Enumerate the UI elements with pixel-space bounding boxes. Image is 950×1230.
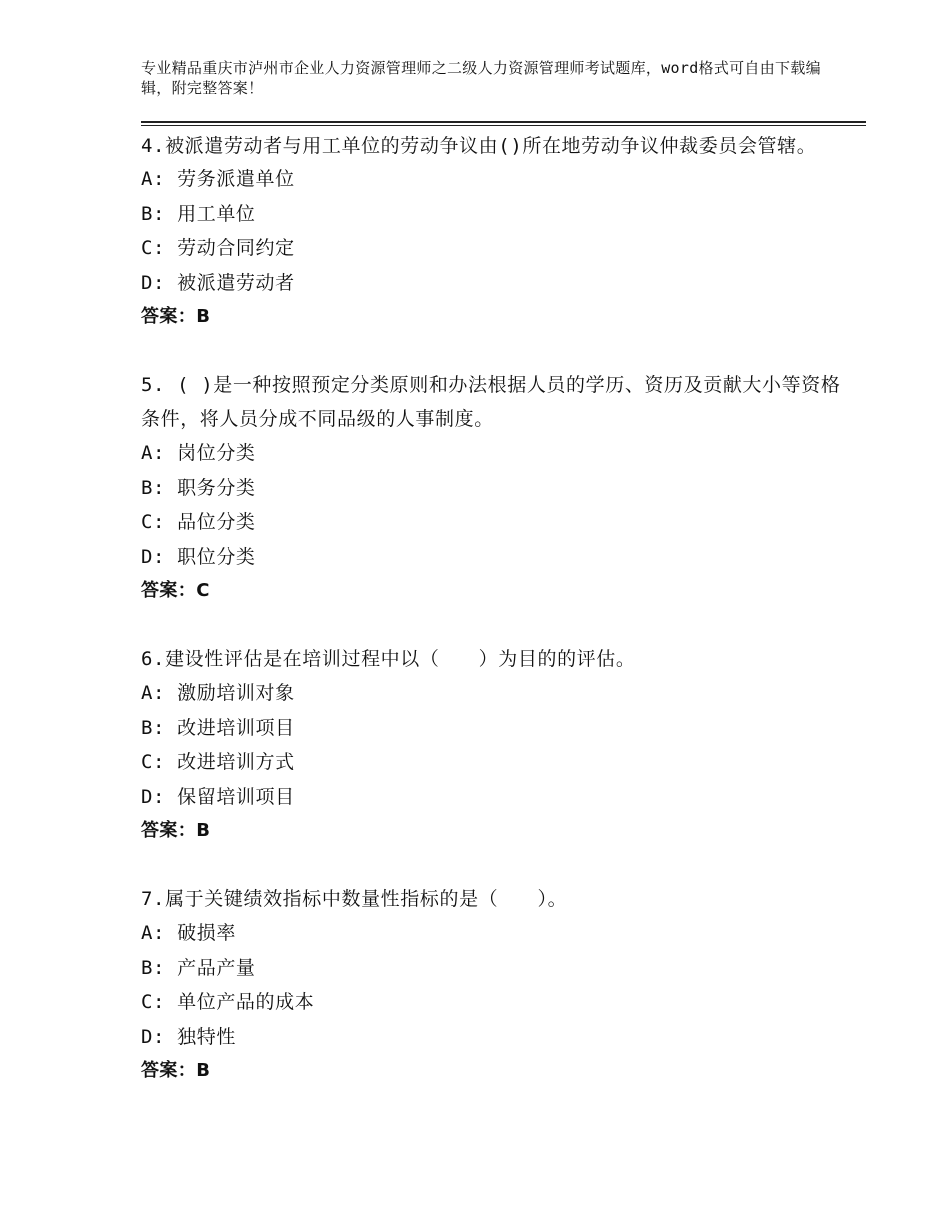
option-text: 保留培训项目 xyxy=(177,785,295,808)
option-a xyxy=(141,916,841,951)
answer-label: 答案：C xyxy=(141,580,210,601)
answer-label: 答案：B xyxy=(141,306,211,327)
option-c xyxy=(141,745,841,780)
option-text: 职务分类 xyxy=(177,476,256,499)
option-a xyxy=(141,436,841,471)
option-key: B: xyxy=(141,956,166,979)
option-text: 劳务派遣单位 xyxy=(177,168,295,190)
option-a xyxy=(141,162,841,197)
option-key: C: xyxy=(141,237,166,259)
option-key: D: xyxy=(141,1025,166,1048)
option-text: 劳动合同约定 xyxy=(177,237,295,259)
option-text: 产品产量 xyxy=(177,956,256,979)
option-text: 改进培训项目 xyxy=(177,716,295,739)
option-key: A: xyxy=(141,168,166,190)
option-key: D: xyxy=(141,785,166,808)
option-key: B: xyxy=(141,716,166,739)
question-list xyxy=(141,128,841,1088)
question-item xyxy=(141,128,841,334)
option-key: D: xyxy=(141,271,166,294)
option-text: 激励培训对象 xyxy=(177,682,295,704)
header-divider-thick xyxy=(141,121,866,123)
option-c xyxy=(141,985,841,1020)
option-d xyxy=(141,540,841,575)
option-text: 破损率 xyxy=(177,922,236,944)
option-b xyxy=(141,711,841,746)
option-b xyxy=(141,951,841,986)
option-key: D: xyxy=(141,545,166,568)
option-text: 用工单位 xyxy=(177,202,256,225)
option-text: 独特性 xyxy=(177,1025,236,1048)
spacer xyxy=(141,334,841,368)
option-text: 被派遣劳动者 xyxy=(177,271,295,294)
option-d xyxy=(141,780,841,815)
option-key: C: xyxy=(141,751,166,773)
option-a xyxy=(141,676,841,711)
header-divider-thin xyxy=(141,125,866,126)
question-stem: 4.被派遣劳动者与用工单位的劳动争议由()所在地劳动争议仲裁委员会管辖。 xyxy=(141,135,817,157)
question-item xyxy=(141,642,841,848)
option-key: C: xyxy=(141,511,166,533)
question-item xyxy=(141,882,841,1088)
document-header: 专业精品重庆市泸州市企业人力资源管理师之二级人力资源管理师考试题库，word格式可自由下载编辑，附完整答案！ xyxy=(141,59,821,97)
option-b xyxy=(141,197,841,232)
spacer xyxy=(141,848,841,882)
option-key: C: xyxy=(141,991,166,1013)
spacer xyxy=(141,608,841,642)
option-key: B: xyxy=(141,476,166,499)
option-text: 职位分类 xyxy=(177,545,256,568)
option-c xyxy=(141,231,841,266)
option-text: 品位分类 xyxy=(177,511,256,533)
question-stem: 6.建设性评估是在培训过程中以（ ）为目的的评估。 xyxy=(141,648,636,670)
answer-label: 答案：B xyxy=(141,1060,211,1081)
option-text: 岗位分类 xyxy=(177,442,256,464)
option-key: A: xyxy=(141,922,166,944)
option-text: 单位产品的成本 xyxy=(177,991,315,1013)
option-key: A: xyxy=(141,682,166,704)
option-key: B: xyxy=(141,202,166,225)
option-d xyxy=(141,266,841,301)
question-stem: 7.属于关键绩效指标中数量性指标的是（ ）。 xyxy=(141,888,568,910)
question-item xyxy=(141,368,841,608)
option-key: A: xyxy=(141,442,166,464)
option-d xyxy=(141,1020,841,1055)
question-stem: 5. ( )是一种按照预定分类原则和办法根据人员的学历、资历及贡献大小等资格条件，将人员分成不同品级的人事制度。 xyxy=(141,374,841,430)
option-c xyxy=(141,505,841,540)
answer-label: 答案：B xyxy=(141,820,211,841)
option-b xyxy=(141,471,841,506)
option-text: 改进培训方式 xyxy=(177,751,295,773)
